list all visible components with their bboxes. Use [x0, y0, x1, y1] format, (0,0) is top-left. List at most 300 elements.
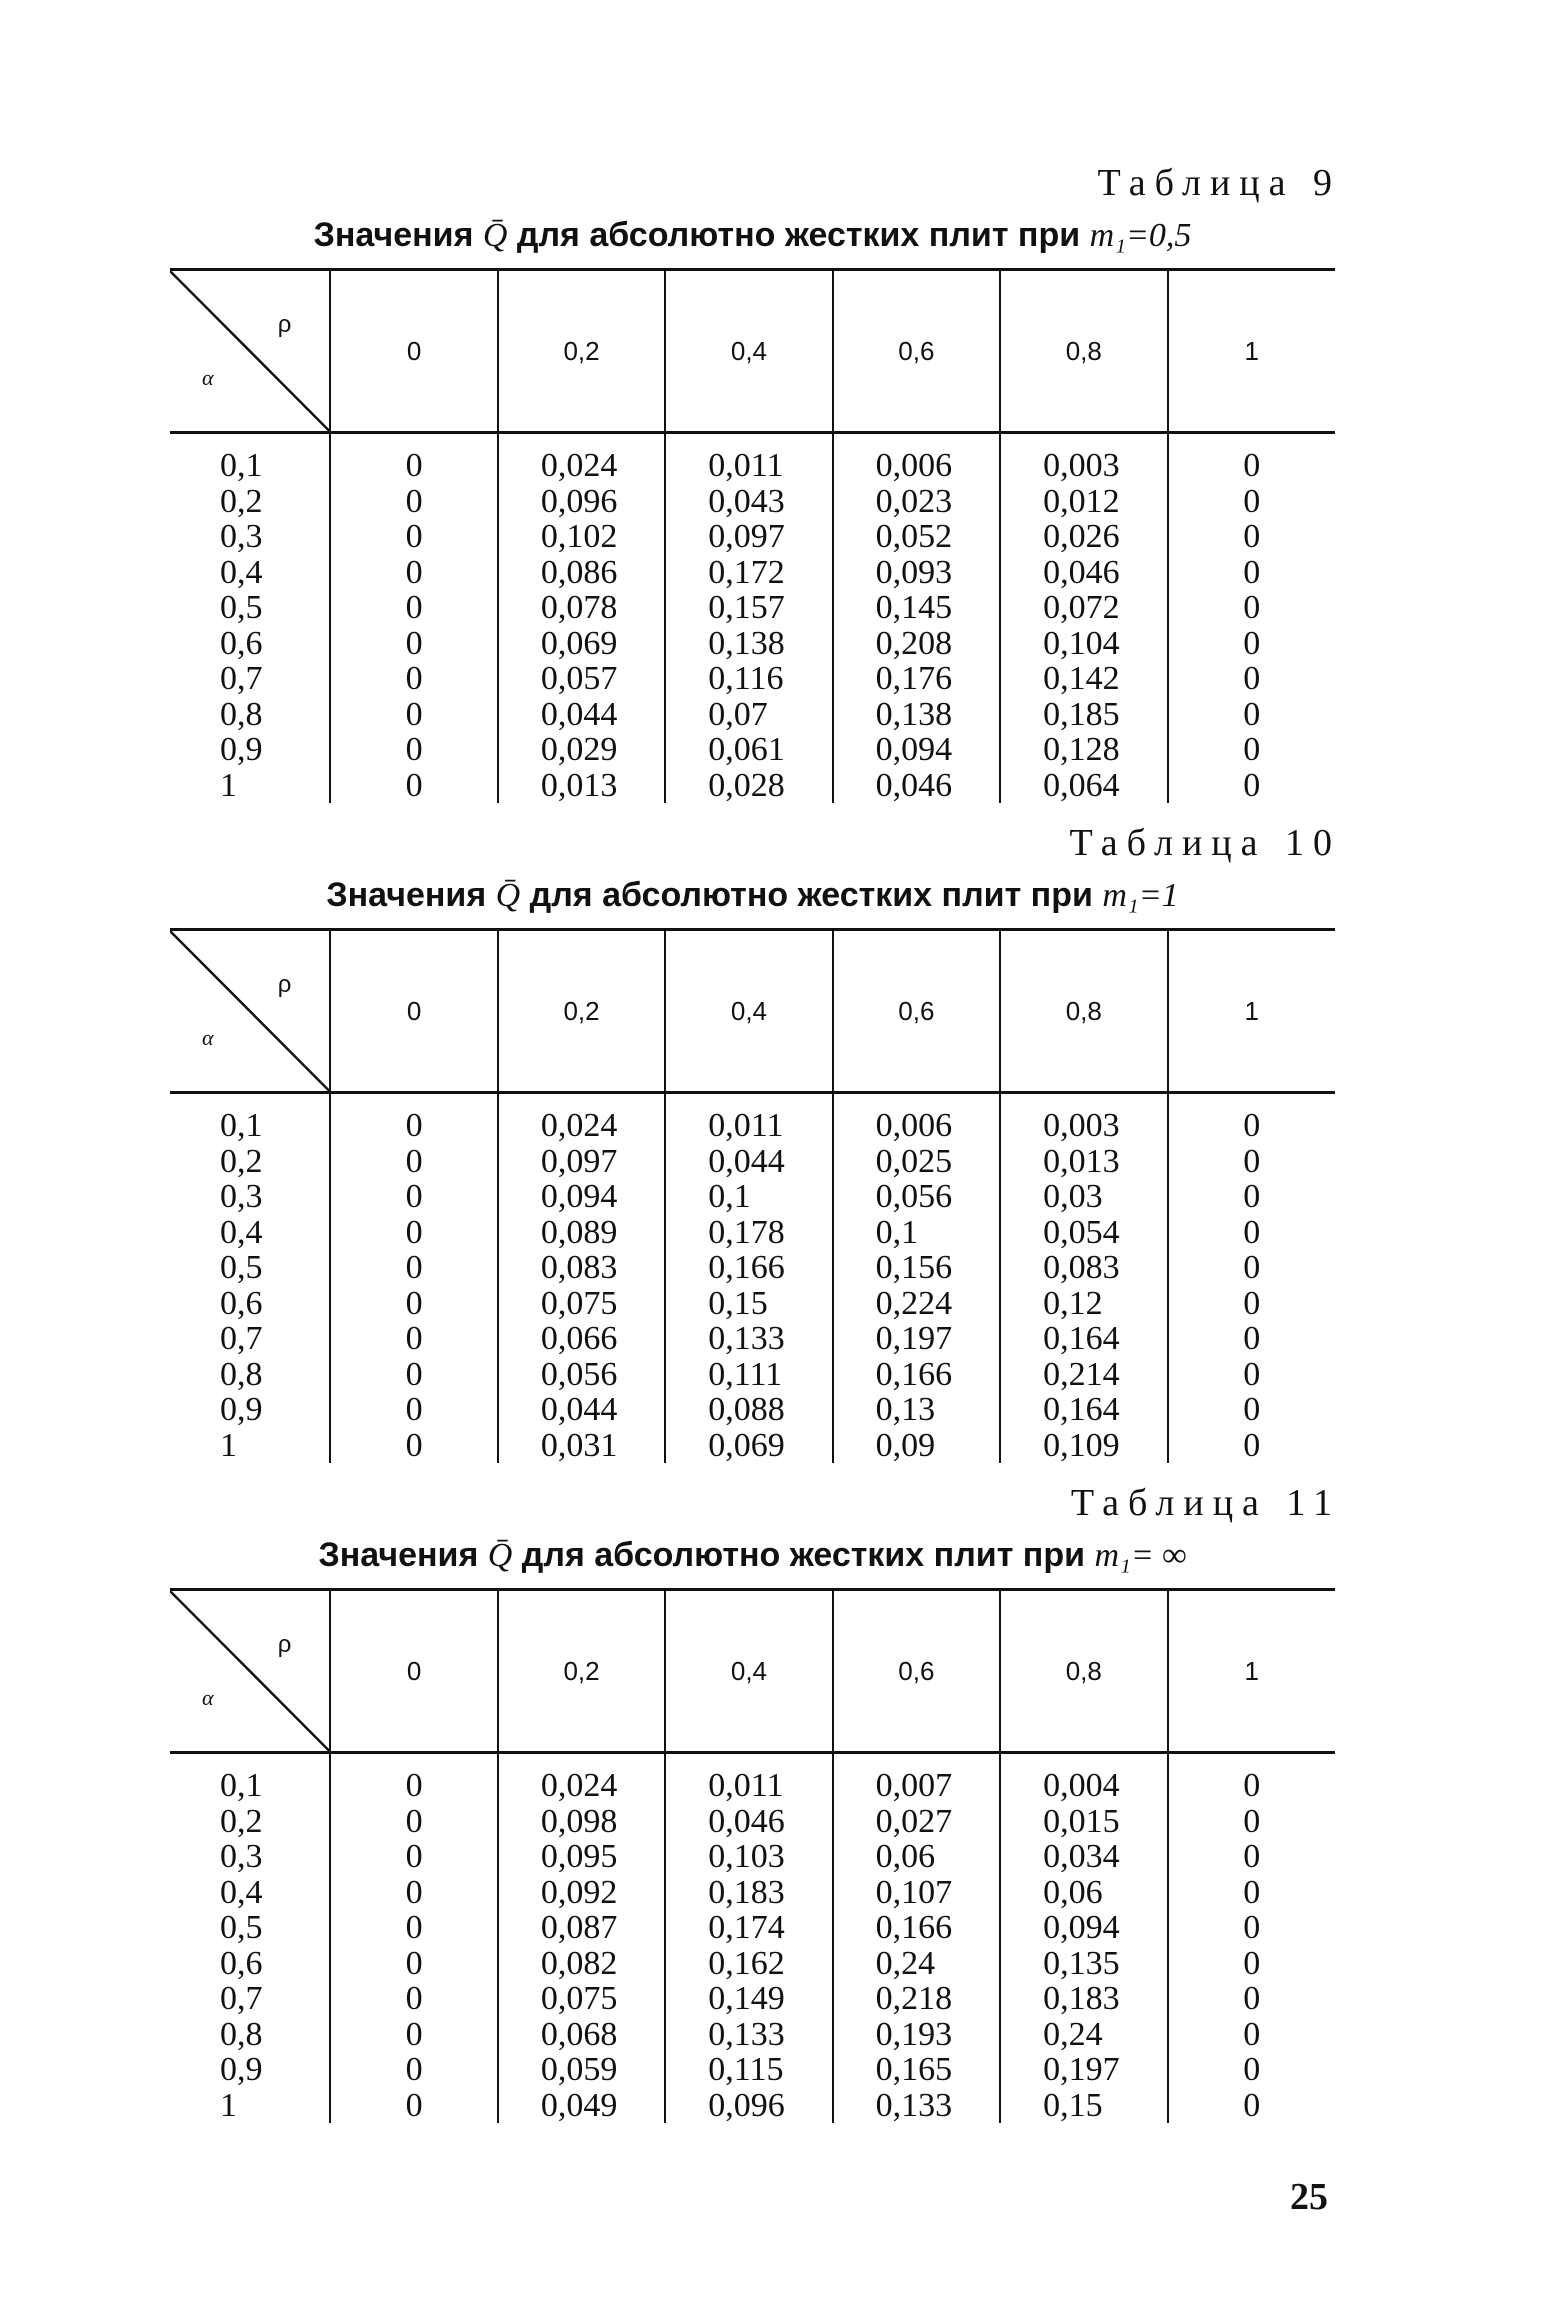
caption-symbol: Q̄	[487, 1537, 513, 1574]
table-cell: 0,107	[833, 1875, 1000, 1911]
table-cell: 0,102	[498, 519, 665, 555]
table-cell: 0,133	[665, 2017, 832, 2053]
table-cell: 0,165	[833, 2052, 1000, 2088]
table-cell: 0,133	[833, 2088, 1000, 2124]
table-cell: 0,197	[833, 1321, 1000, 1357]
table-row	[170, 1804, 1335, 1840]
table-number: Таблица 9	[1097, 162, 1341, 204]
table-cell: 0,049	[498, 2088, 665, 2124]
table-cell: 0	[1168, 1144, 1335, 1180]
table-cell: 0,138	[665, 626, 832, 662]
table-row	[170, 1910, 1335, 1946]
table-cell: 0,044	[665, 1144, 832, 1180]
table-cell: 0,096	[665, 2088, 832, 2124]
table-cell: 0	[1168, 1428, 1335, 1464]
table-cell: 0	[330, 626, 497, 662]
corner-header-cell	[170, 270, 330, 433]
table-cell: 0,157	[665, 590, 832, 626]
table-cell: 0,149	[665, 1981, 832, 2017]
table-cell: 0,078	[498, 590, 665, 626]
table-row	[170, 1179, 1335, 1215]
table-cell: 0,007	[833, 1753, 1000, 1804]
table-cell: 0,034	[1000, 1839, 1167, 1875]
table-cell: 0,003	[1000, 1093, 1167, 1144]
table-cell: 0,012	[1000, 484, 1167, 520]
table-cell: 0	[1168, 1321, 1335, 1357]
table-cell: 0	[330, 732, 497, 768]
table-cell: 0,056	[833, 1179, 1000, 1215]
table-cell: 0,046	[665, 1804, 832, 1840]
column-header: 0,2	[498, 1590, 665, 1753]
table-cell: 0,083	[1000, 1250, 1167, 1286]
table-cell: 0,156	[833, 1250, 1000, 1286]
table-9-block	[170, 160, 1341, 804]
table-cell: 0	[1168, 1981, 1335, 2017]
column-header: 0,6	[833, 270, 1000, 433]
table-cell: 0,178	[665, 1215, 832, 1251]
table-cell: 0,176	[833, 661, 1000, 697]
table-cell: 0,024	[498, 433, 665, 484]
table-caption	[170, 870, 1335, 920]
row-header-cell: 0,3	[220, 518, 263, 555]
table-cell: 0,043	[665, 484, 832, 520]
table-row	[170, 732, 1335, 768]
table-cell: 0,069	[498, 626, 665, 662]
table-row	[170, 1875, 1335, 1911]
table-row	[170, 1250, 1335, 1286]
table-cell: 0,12	[1000, 1286, 1167, 1322]
table-cell: 0,1	[833, 1215, 1000, 1251]
table-10-block	[170, 820, 1341, 1464]
table-row	[170, 661, 1335, 697]
header-row	[170, 930, 1335, 1093]
table-cell: 0	[1168, 2088, 1335, 2124]
table-cell: 0	[1168, 768, 1335, 804]
table-cell: 0,031	[498, 1428, 665, 1464]
row-header-cell: 0,6	[220, 1944, 263, 1982]
table-row	[170, 2017, 1335, 2053]
table-cell: 0	[330, 590, 497, 626]
table-cell: 0	[330, 768, 497, 804]
column-header: 0,4	[665, 930, 832, 1093]
table-row	[170, 1093, 1335, 1144]
table-cell: 0,116	[665, 661, 832, 697]
table-cell: 0,087	[498, 1910, 665, 1946]
table-row	[170, 1753, 1335, 1804]
table-cell: 0,24	[833, 1946, 1000, 1982]
table-cell: 0,109	[1000, 1428, 1167, 1464]
table-row	[170, 484, 1335, 520]
table-cell: 0,029	[498, 732, 665, 768]
row-header-cell: 0,2	[220, 1142, 263, 1180]
table-cell: 0,185	[1000, 697, 1167, 733]
table-cell: 0,193	[833, 2017, 1000, 2053]
row-header-cell: 0,4	[220, 1213, 263, 1251]
table-cell: 0	[1168, 519, 1335, 555]
table-cell: 0,128	[1000, 732, 1167, 768]
caption-middle: для абсолютно жестких плит при	[521, 1536, 1086, 1574]
table-cell: 0,162	[665, 1946, 832, 1982]
table-cell: 0,025	[833, 1144, 1000, 1180]
column-header: 0	[330, 270, 497, 433]
row-header-cell: 0,9	[220, 731, 263, 768]
column-header: 0	[330, 1590, 497, 1753]
row-header-cell: 0,1	[220, 1767, 263, 1804]
table-cell: 0,145	[833, 590, 1000, 626]
row-header-cell: 0,7	[220, 660, 263, 697]
table-cell: 0,142	[1000, 661, 1167, 697]
table-cell: 0,09	[833, 1428, 1000, 1464]
corner-header-cell	[170, 1590, 330, 1753]
table-row	[170, 697, 1335, 733]
table-cell: 0	[1168, 2017, 1335, 2053]
row-header-cell: 0,3	[220, 1178, 263, 1215]
table-cell: 0	[1168, 1093, 1335, 1144]
column-header: 0,6	[833, 1590, 1000, 1753]
table-cell: 0,027	[833, 1804, 1000, 1840]
table-cell: 0,03	[1000, 1179, 1167, 1215]
table-cell: 0	[330, 1875, 497, 1911]
table-cell: 0	[330, 661, 497, 697]
table-cell: 0	[330, 555, 497, 591]
row-header-cell: 1	[220, 2086, 237, 2124]
table-cell: 0	[1168, 433, 1335, 484]
caption-symbol: Q̄	[495, 877, 521, 914]
table-cell: 0,056	[498, 1357, 665, 1393]
table-11-block	[170, 1480, 1341, 2124]
column-header: 0,8	[1000, 1590, 1167, 1753]
table-cell: 0,15	[665, 1286, 832, 1322]
table-cell: 0,07	[665, 697, 832, 733]
table-row	[170, 1981, 1335, 2017]
caption-param: m₁=0,5	[1089, 217, 1192, 254]
table-cell: 0	[330, 1392, 497, 1428]
table-cell: 0	[330, 1804, 497, 1840]
table-caption	[170, 210, 1335, 260]
table-cell: 0,072	[1000, 590, 1167, 626]
table-cell: 0,208	[833, 626, 1000, 662]
alpha-label: α	[202, 1025, 214, 1050]
table-cell: 0	[1168, 661, 1335, 697]
table-cell: 0	[1168, 732, 1335, 768]
row-header-cell: 0,2	[220, 1802, 263, 1840]
table-cell: 0	[330, 433, 497, 484]
rho-label: ρ	[277, 971, 292, 998]
row-header-cell: 0,8	[220, 695, 263, 733]
table-cell: 0	[1168, 1250, 1335, 1286]
table-cell: 0,024	[498, 1093, 665, 1144]
table-cell: 0	[1168, 484, 1335, 520]
row-header-cell: 0,1	[220, 447, 263, 484]
table-cell: 0	[1168, 1392, 1335, 1428]
data-table	[170, 268, 1335, 803]
caption-prefix: Значения	[326, 876, 487, 914]
caption-prefix: Значения	[313, 216, 474, 254]
table-cell: 0,097	[498, 1144, 665, 1180]
caption-middle: для абсолютно жестких плит при	[516, 216, 1081, 254]
column-header: 1	[1168, 1590, 1335, 1753]
table-cell: 0	[1168, 697, 1335, 733]
diagonal-divider	[170, 271, 329, 431]
table-cell: 0,046	[1000, 555, 1167, 591]
table-cell: 0,13	[833, 1392, 1000, 1428]
row-header-cell: 0,8	[220, 1355, 263, 1393]
table-body	[170, 1753, 1335, 2124]
table-cell: 0,083	[498, 1250, 665, 1286]
alpha-label: α	[202, 1685, 214, 1710]
table-caption	[170, 1530, 1335, 1580]
table-cell: 0,096	[498, 484, 665, 520]
table-cell: 0,006	[833, 1093, 1000, 1144]
column-header: 0,8	[1000, 270, 1167, 433]
column-header: 0,2	[498, 930, 665, 1093]
table-cell: 0,138	[833, 697, 1000, 733]
table-cell: 0	[1168, 1839, 1335, 1875]
table-cell: 0,046	[833, 768, 1000, 804]
column-header: 0,8	[1000, 930, 1167, 1093]
table-cell: 0,088	[665, 1392, 832, 1428]
table-row	[170, 1357, 1335, 1393]
table-number: Таблица 10	[1069, 822, 1341, 864]
table-cell: 0,183	[665, 1875, 832, 1911]
table-cell: 0	[330, 2017, 497, 2053]
table-row	[170, 768, 1335, 804]
diagonal-divider	[170, 931, 329, 1091]
table-cell: 0,15	[1000, 2088, 1167, 2124]
caption-param: m₁= ∞	[1094, 1537, 1187, 1574]
table-cell: 0	[330, 1215, 497, 1251]
row-header-cell: 0,9	[220, 1391, 263, 1428]
table-cell: 0,024	[498, 1753, 665, 1804]
table-row	[170, 2088, 1335, 2124]
table-cell: 0	[1168, 1357, 1335, 1393]
table-cell: 0,015	[1000, 1804, 1167, 1840]
table-row	[170, 1392, 1335, 1428]
table-body	[170, 1093, 1335, 1464]
table-cell: 0,082	[498, 1946, 665, 1982]
table-cell: 0,103	[665, 1839, 832, 1875]
corner-header-cell	[170, 930, 330, 1093]
row-header-cell: 0,4	[220, 1873, 263, 1911]
table-cell: 0,218	[833, 1981, 1000, 2017]
row-header-cell: 0,8	[220, 2015, 263, 2053]
row-header-cell: 0,5	[220, 589, 263, 626]
table-cell: 0,06	[1000, 1875, 1167, 1911]
table-cell: 0,197	[1000, 2052, 1167, 2088]
caption-param: m₁=1	[1102, 877, 1179, 914]
page-number: 25	[1290, 2176, 1328, 2218]
row-header-cell: 0,6	[220, 624, 263, 662]
diagonal-divider	[170, 1591, 329, 1751]
table-row	[170, 1286, 1335, 1322]
row-header-cell: 0,4	[220, 553, 263, 591]
table-cell: 0,069	[665, 1428, 832, 1464]
row-header-cell: 0,1	[220, 1107, 263, 1144]
table-cell: 0,068	[498, 2017, 665, 2053]
table-cell: 0,064	[1000, 768, 1167, 804]
column-header: 0,2	[498, 270, 665, 433]
table-cell: 0,004	[1000, 1753, 1167, 1804]
table-cell: 0,095	[498, 1839, 665, 1875]
row-header-cell: 1	[220, 766, 237, 804]
table-cell: 0	[1168, 1286, 1335, 1322]
table-cell: 0,075	[498, 1981, 665, 2017]
table-cell: 0	[330, 1179, 497, 1215]
table-cell: 0,214	[1000, 1357, 1167, 1393]
table-cell: 0,164	[1000, 1392, 1167, 1428]
table-cell: 0,172	[665, 555, 832, 591]
row-header-cell: 0,5	[220, 1249, 263, 1286]
table-row	[170, 1946, 1335, 1982]
row-header-cell: 0,9	[220, 2051, 263, 2088]
table-row	[170, 1144, 1335, 1180]
caption-prefix: Значения	[318, 1536, 479, 1574]
table-cell: 0	[330, 519, 497, 555]
table-row	[170, 1321, 1335, 1357]
header-row	[170, 270, 1335, 433]
table-cell: 0,023	[833, 484, 1000, 520]
table-cell: 0	[330, 1144, 497, 1180]
table-cell: 0,028	[665, 768, 832, 804]
table-cell: 0	[330, 1093, 497, 1144]
table-cell: 0,011	[665, 1093, 832, 1144]
table-cell: 0	[1168, 1910, 1335, 1946]
caption-middle: для абсолютно жестких плит при	[529, 876, 1093, 914]
table-cell: 0,011	[665, 1753, 832, 1804]
table-cell: 0,166	[665, 1250, 832, 1286]
table-cell: 0	[1168, 2052, 1335, 2088]
table-cell: 0	[1168, 590, 1335, 626]
table-cell: 0	[330, 1946, 497, 1982]
table-cell: 0,013	[1000, 1144, 1167, 1180]
alpha-label: α	[202, 365, 214, 390]
row-header-cell: 1	[220, 1426, 237, 1464]
table-body	[170, 433, 1335, 804]
table-cell: 0,104	[1000, 626, 1167, 662]
table-cell: 0	[330, 1321, 497, 1357]
table-cell: 0,006	[833, 433, 1000, 484]
table-cell: 0,097	[665, 519, 832, 555]
table-cell: 0,011	[665, 433, 832, 484]
table-cell: 0	[330, 1839, 497, 1875]
table-cell: 0,166	[833, 1910, 1000, 1946]
table-cell: 0,174	[665, 1910, 832, 1946]
row-header-cell: 0,3	[220, 1838, 263, 1875]
table-row	[170, 1428, 1335, 1464]
column-header: 0	[330, 930, 497, 1093]
table-row	[170, 433, 1335, 484]
table-cell: 0,054	[1000, 1215, 1167, 1251]
table-cell: 0,164	[1000, 1321, 1167, 1357]
table-row	[170, 1215, 1335, 1251]
table-cell: 0,089	[498, 1215, 665, 1251]
table-cell: 0	[1168, 555, 1335, 591]
table-cell: 0,094	[498, 1179, 665, 1215]
table-cell: 0,098	[498, 1804, 665, 1840]
data-table	[170, 1588, 1335, 2123]
column-header: 0,4	[665, 1590, 832, 1753]
table-cell: 0,24	[1000, 2017, 1167, 2053]
table-cell: 0,133	[665, 1321, 832, 1357]
table-cell: 0	[330, 1250, 497, 1286]
table-cell: 0,044	[498, 1392, 665, 1428]
row-header-cell: 0,2	[220, 482, 263, 520]
table-cell: 0,075	[498, 1286, 665, 1322]
table-row	[170, 626, 1335, 662]
table-row	[170, 590, 1335, 626]
table-cell: 0,092	[498, 1875, 665, 1911]
column-header: 1	[1168, 270, 1335, 433]
table-cell: 0	[330, 1753, 497, 1804]
table-cell: 0,166	[833, 1357, 1000, 1393]
table-row	[170, 1839, 1335, 1875]
table-cell: 0	[330, 2052, 497, 2088]
table-cell: 0,086	[498, 555, 665, 591]
column-header: 0,4	[665, 270, 832, 433]
table-cell: 0	[1168, 1875, 1335, 1911]
table-cell: 0,115	[665, 2052, 832, 2088]
table-row	[170, 2052, 1335, 2088]
row-header-cell: 0,6	[220, 1284, 263, 1322]
table-cell: 0,111	[665, 1357, 832, 1393]
rho-label: ρ	[277, 1631, 292, 1658]
table-number: Таблица 11	[1070, 1482, 1341, 1524]
table-cell: 0,044	[498, 697, 665, 733]
row-header-cell: 0,7	[220, 1320, 263, 1357]
table-cell: 0,052	[833, 519, 1000, 555]
table-row	[170, 555, 1335, 591]
row-header-cell: 0,5	[220, 1909, 263, 1946]
table-cell: 0,093	[833, 555, 1000, 591]
table-cell: 0,224	[833, 1286, 1000, 1322]
table-cell: 0	[330, 484, 497, 520]
table-cell: 0,183	[1000, 1981, 1167, 2017]
caption-symbol: Q̄	[482, 217, 508, 254]
table-cell: 0,135	[1000, 1946, 1167, 1982]
rho-label: ρ	[277, 311, 292, 338]
table-cell: 0	[330, 1357, 497, 1393]
table-cell: 0,061	[665, 732, 832, 768]
header-row	[170, 1590, 1335, 1753]
table-cell: 0,003	[1000, 433, 1167, 484]
table-cell: 0,06	[833, 1839, 1000, 1875]
table-cell: 0	[1168, 1946, 1335, 1982]
table-cell: 0,094	[833, 732, 1000, 768]
row-header-cell: 0,7	[220, 1980, 263, 2017]
table-cell: 0	[1168, 626, 1335, 662]
data-table	[170, 928, 1335, 1463]
table-cell: 0,057	[498, 661, 665, 697]
table-cell: 0,1	[665, 1179, 832, 1215]
column-header: 1	[1168, 930, 1335, 1093]
column-header: 0,6	[833, 930, 1000, 1093]
table-cell: 0	[1168, 1804, 1335, 1840]
table-cell: 0	[330, 1910, 497, 1946]
table-cell: 0	[1168, 1753, 1335, 1804]
table-cell: 0	[330, 1286, 497, 1322]
table-cell: 0	[330, 1428, 497, 1464]
table-row	[170, 519, 1335, 555]
table-cell: 0	[330, 697, 497, 733]
table-cell: 0,066	[498, 1321, 665, 1357]
table-cell: 0	[1168, 1179, 1335, 1215]
table-cell: 0,094	[1000, 1910, 1167, 1946]
table-cell: 0	[330, 2088, 497, 2124]
table-cell: 0	[1168, 1215, 1335, 1251]
table-cell: 0	[330, 1981, 497, 2017]
table-cell: 0,026	[1000, 519, 1167, 555]
table-cell: 0,059	[498, 2052, 665, 2088]
